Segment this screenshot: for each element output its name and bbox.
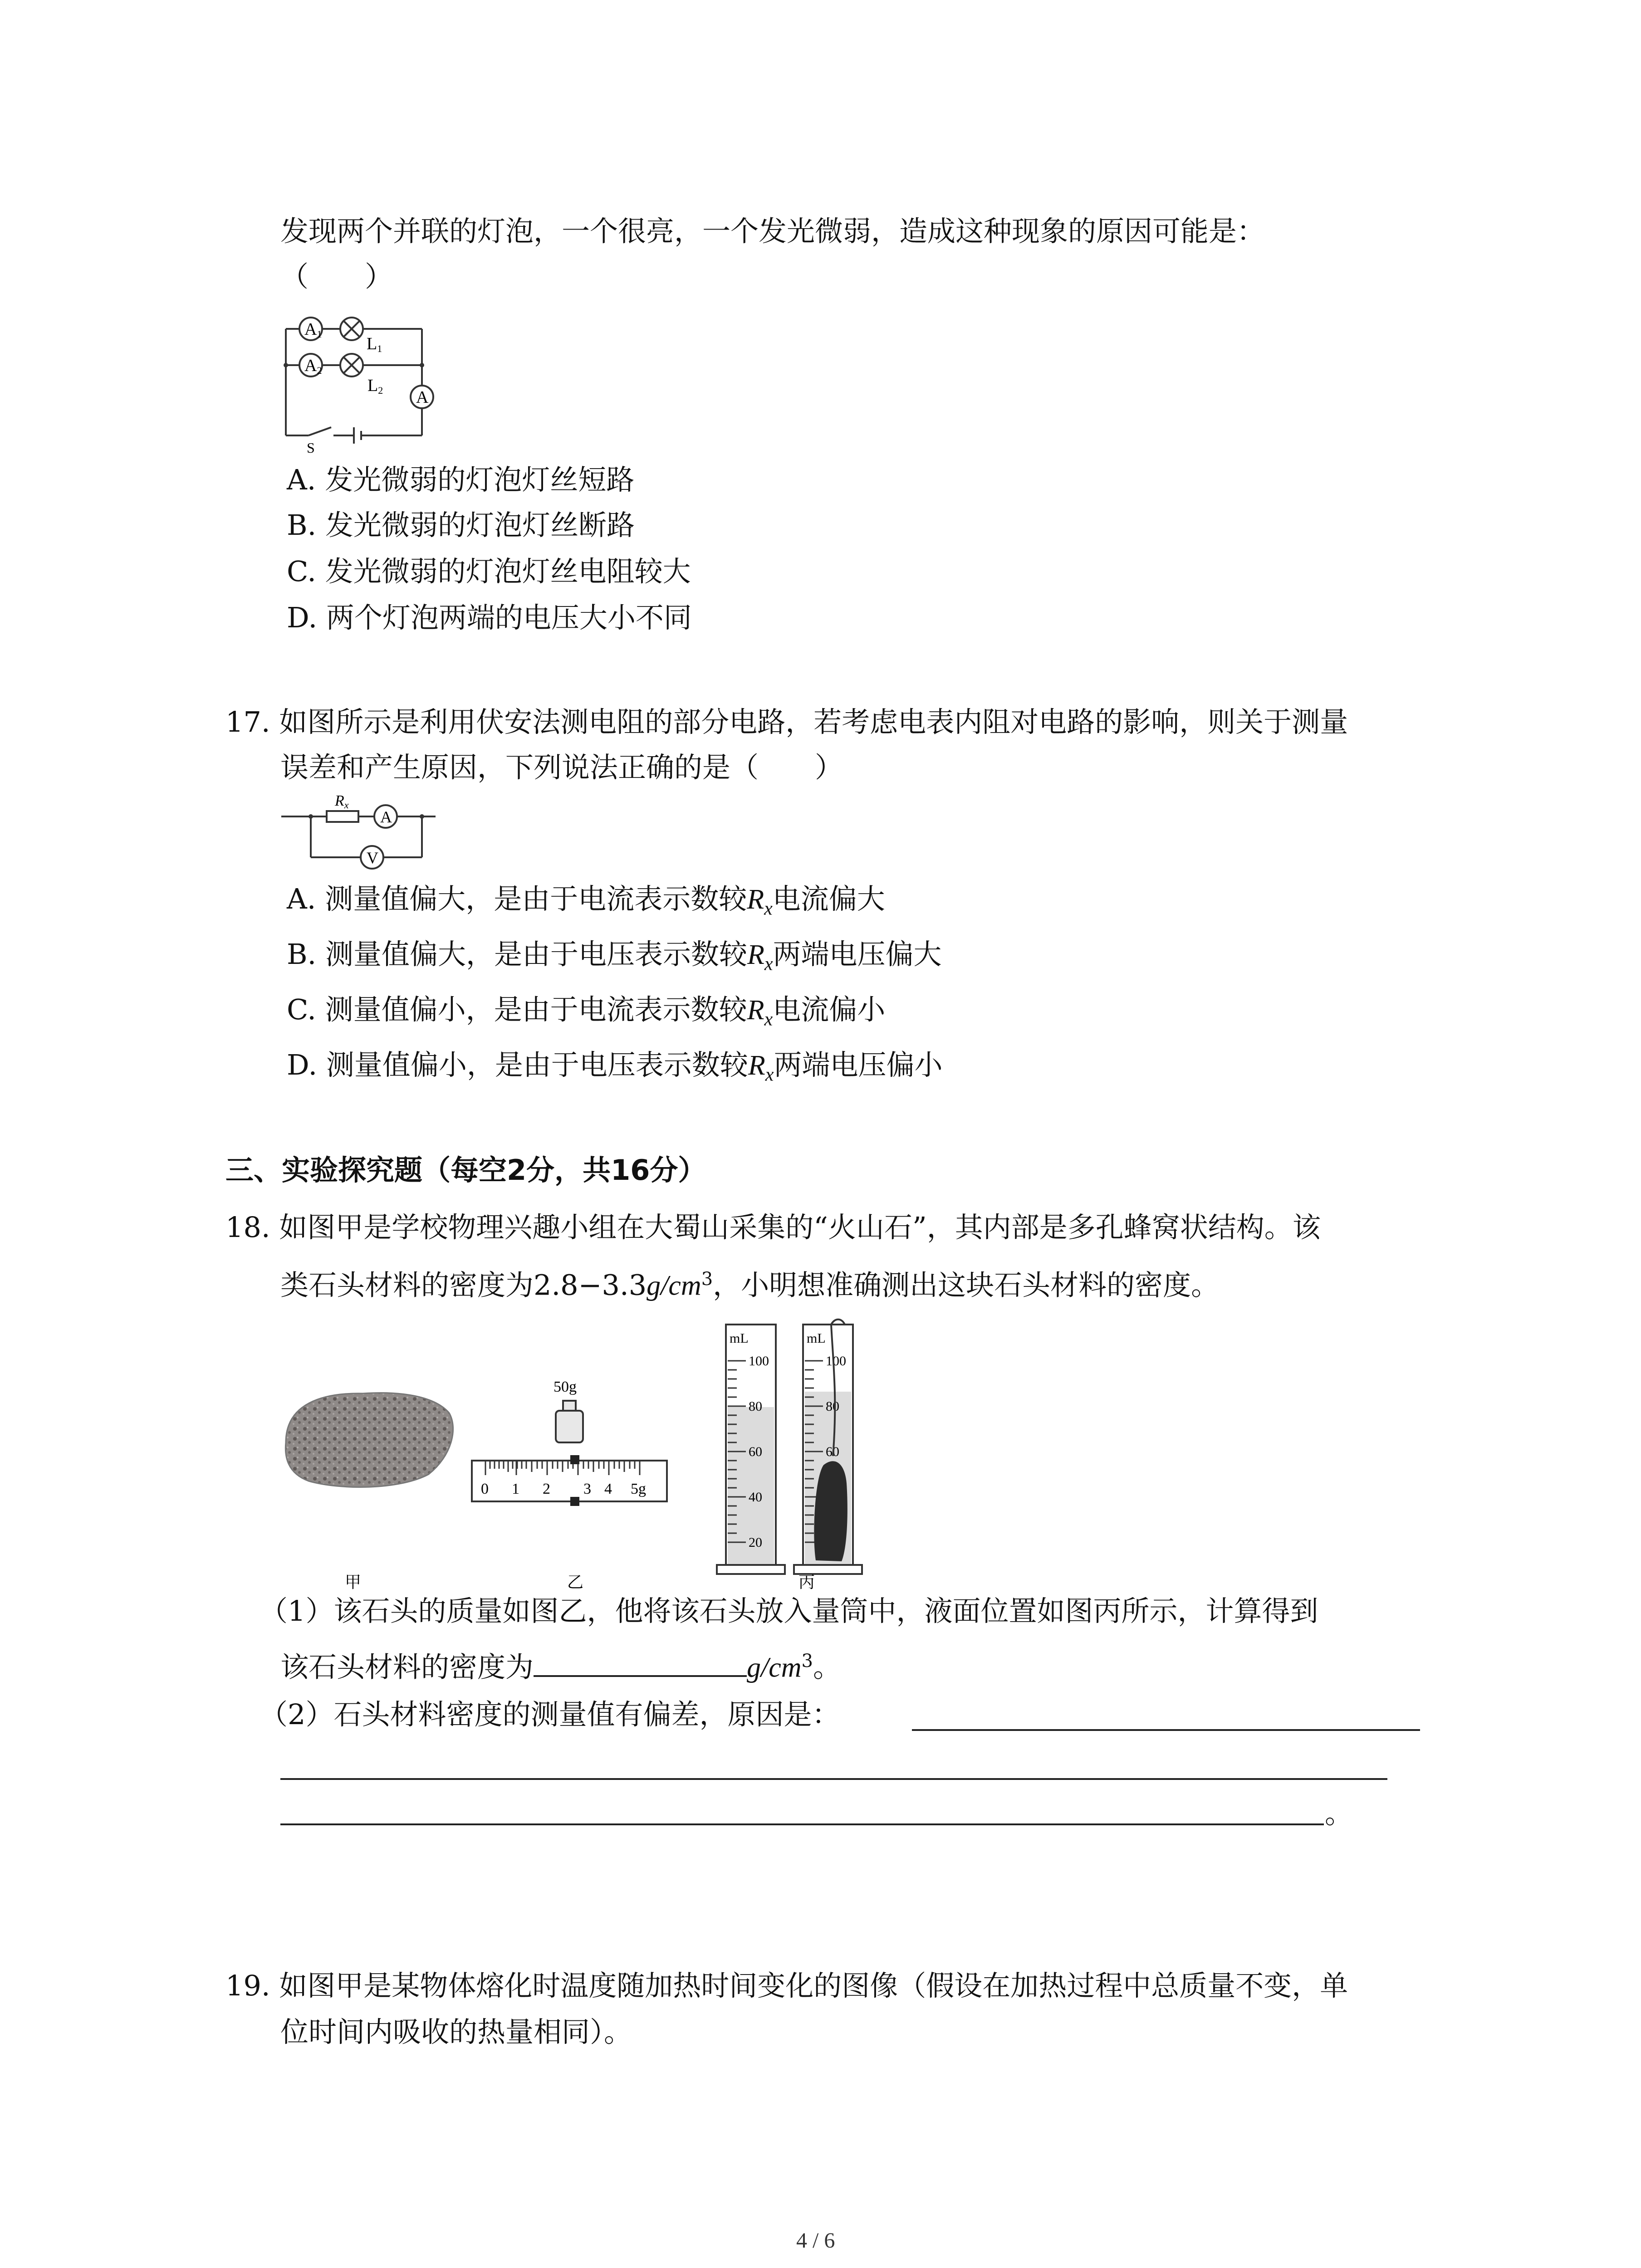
q17-option-c: C. 测量值偏小，是由于电流表示数较$R_x$电流偏小 — [287, 993, 886, 1030]
svg-text:60: 60 — [749, 1444, 762, 1459]
q16-circuit-diagram — [281, 308, 445, 458]
q16-a1-sub: 1 — [317, 328, 322, 340]
q18-figure — [272, 1306, 907, 1592]
density-answer-blank[interactable] — [534, 1650, 747, 1677]
svg-text:100: 100 — [749, 1354, 769, 1369]
svg-text:A2 — [304, 356, 322, 376]
q16-a1-label: A — [304, 320, 317, 339]
q16-l1-sub: 1 — [377, 343, 382, 354]
rider-tick-1: 1 — [512, 1481, 519, 1497]
q18-stem-line2: 类石头材料的密度为$2.8-3.3g/cm^3$，小明想准确测出这块石头材料的密度。 — [280, 1268, 1220, 1302]
q17-voltmeter-label: V — [367, 849, 378, 867]
reason-answer-blank-2[interactable] — [280, 1778, 1387, 1780]
cylinder-before — [717, 1325, 785, 1574]
svg-text:L2 — [367, 376, 383, 396]
svg-text:60: 60 — [826, 1444, 839, 1459]
q17-rx-label: R — [335, 792, 344, 809]
q16-option-c: C. 发光微弱的灯泡灯丝电阻较大 — [287, 555, 691, 588]
q16-l2-label: L — [367, 376, 378, 395]
page-number: 4 / 6 — [796, 2229, 835, 2253]
q16-a2-sub: 2 — [317, 365, 322, 376]
volcanic-rock — [285, 1393, 453, 1487]
reason-answer-blank-1[interactable] — [912, 1729, 1420, 1731]
q16-switch-label: S — [307, 440, 315, 456]
cylinder-with-rock — [794, 1320, 862, 1574]
q16-option-b: B. 发光微弱的灯泡灯丝断路 — [287, 508, 635, 542]
rider-tick-2: 2 — [543, 1481, 550, 1497]
q18-sub1-line1: （1）该石头的质量如图乙，他将该石头放入量筒中，液面位置如图丙所示，计算得到 — [260, 1594, 1318, 1628]
q17-option-d: D. 测量值偏小，是由于电压表示数较$R_x$两端电压偏小 — [287, 1048, 943, 1085]
q16-ammeter-label: A — [416, 388, 429, 407]
q17-rx-sub: x — [344, 799, 349, 811]
q16-l2-sub: 2 — [378, 385, 383, 396]
svg-text:80: 80 — [826, 1399, 839, 1414]
q17-option-b: B. 测量值偏大，是由于电压表示数较$R_x$两端电压偏大 — [287, 938, 942, 975]
q18-stem-line1: 18. 如图甲是学校物理兴趣小组在大蜀山采集的“火山石”，其内部是多孔蜂窝状结构。该 — [225, 1211, 1321, 1244]
q19-stem-line1: 19. 如图甲是某物体熔化时温度随加热时间变化的图像（假设在加热过程中总质量不变，单 — [225, 1969, 1348, 2002]
svg-text:A1 — [304, 320, 322, 340]
q16-option-a: A. 发光微弱的灯泡灯丝短路 — [287, 463, 635, 496]
q19-stem-line2: 位时间内吸收的热量相同）。 — [280, 2015, 632, 2048]
q16-stem-line1: 发现两个并联的灯泡，一个很亮，一个发光微弱，造成这种现象的原因可能是： — [280, 215, 1265, 248]
weight-50g — [556, 1411, 583, 1442]
q18-sub1-line2: 该石头材料的密度为 $g/cm^3$。 — [280, 1650, 842, 1684]
q17-circuit-diagram — [281, 789, 445, 871]
svg-text:40: 40 — [749, 1490, 762, 1505]
q17-stem-line2: 误差和产生原因，下列说法正确的是（ ） — [280, 751, 843, 784]
q16-l1-label: L — [367, 334, 377, 353]
caption-yi: 乙 — [567, 1573, 584, 1591]
q18-sub2-line1: （2）石头材料密度的测量值有偏差，原因是： — [260, 1698, 840, 1731]
svg-text:mL: mL — [730, 1331, 749, 1346]
rider-tick-5g: 5g — [631, 1481, 646, 1497]
svg-text:80: 80 — [749, 1399, 762, 1414]
q18-sub2-end: 。 — [1325, 1797, 1353, 1830]
svg-text:100: 100 — [826, 1354, 846, 1369]
weight-label: 50g — [554, 1378, 577, 1395]
rider-tick-3: 3 — [583, 1481, 591, 1497]
svg-text:L1 — [367, 334, 382, 354]
q17-option-a: A. 测量值偏大，是由于电流表示数较$R_x$电流偏大 — [287, 882, 885, 919]
q16-stem-line2: （ ） — [280, 260, 393, 293]
q17-stem-line1: 17. 如图所示是利用伏安法测电阻的部分电路，若考虑电表内阻对电路的影响，则关于测量 — [225, 705, 1348, 738]
section-3-heading: 三、实验探究题（每空2分，共16分） — [225, 1154, 706, 1187]
caption-bing: 丙 — [798, 1573, 815, 1591]
q16-a2-label: A — [304, 356, 317, 375]
q17-ammeter-label: A — [380, 808, 392, 826]
svg-text:Rx — [334, 792, 349, 811]
q16-option-d: D. 两个灯泡两端的电压大小不同 — [287, 601, 692, 634]
svg-text:20: 20 — [749, 1535, 762, 1550]
rider-tick-4: 4 — [604, 1481, 612, 1497]
reason-answer-blank-3[interactable] — [280, 1823, 1324, 1825]
caption-jia: 甲 — [345, 1573, 362, 1591]
svg-text:mL: mL — [807, 1331, 826, 1346]
rider-tick-0: 0 — [481, 1481, 489, 1497]
